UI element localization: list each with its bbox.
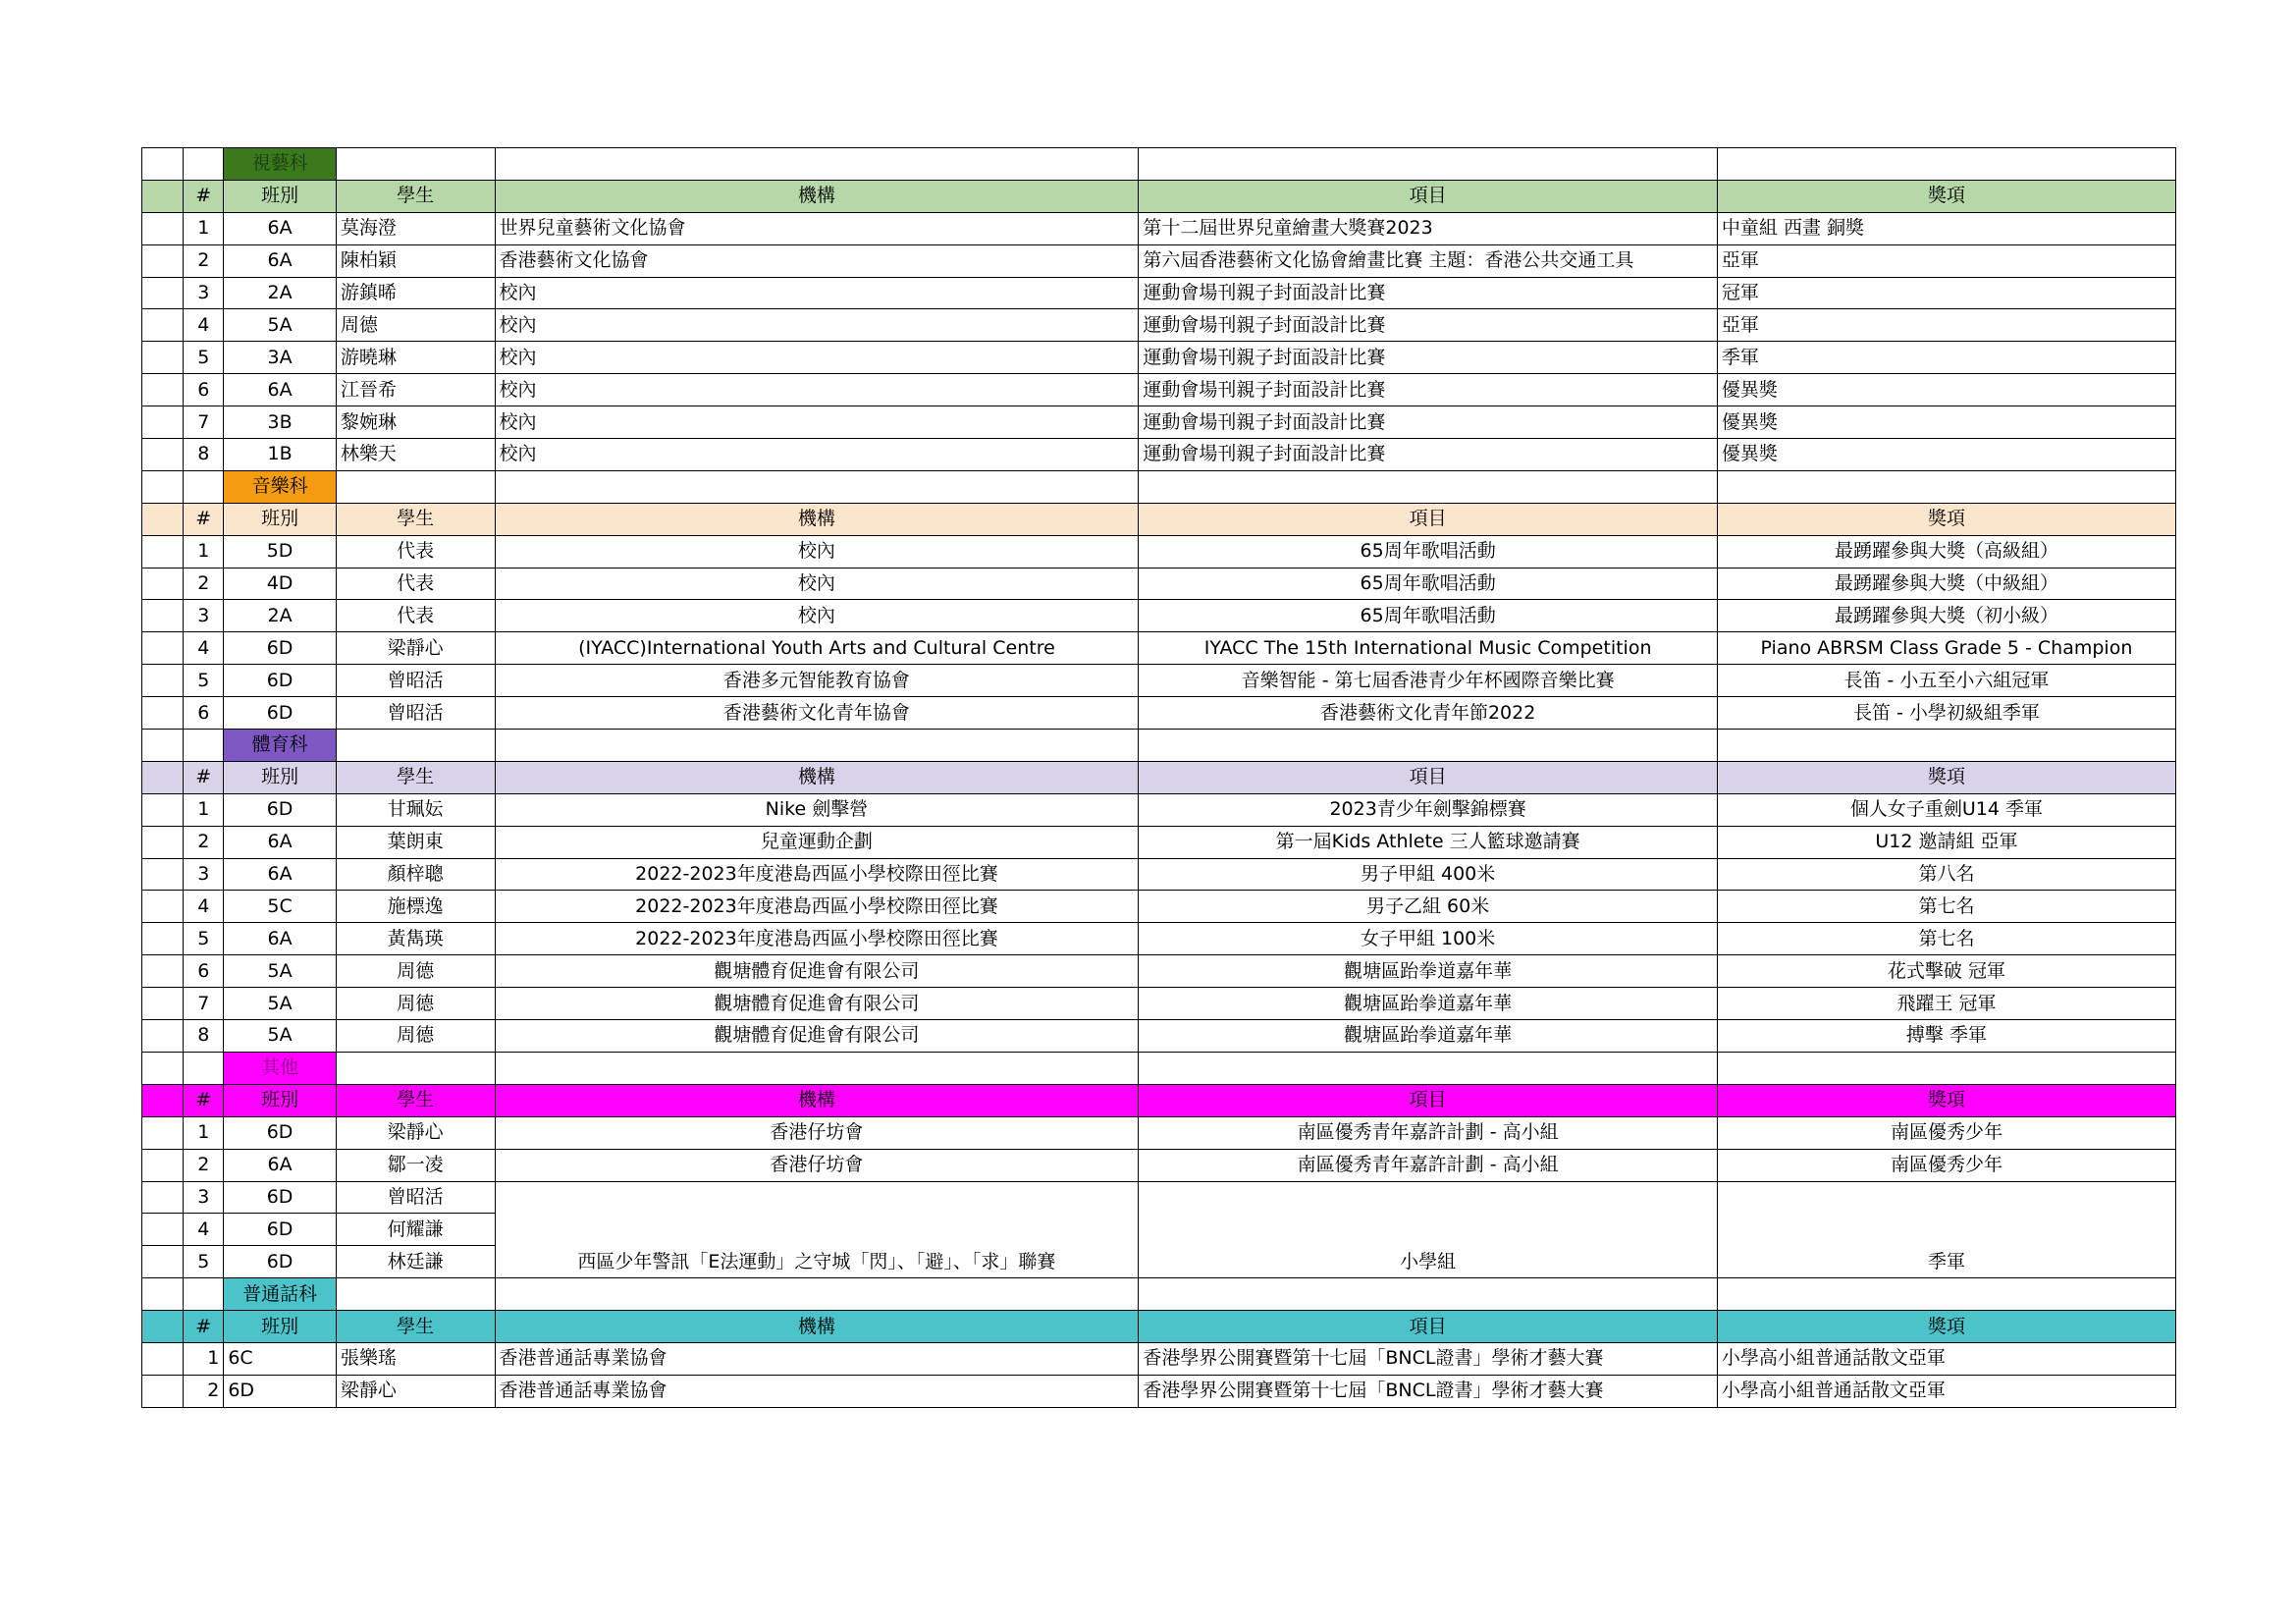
class-cell: 6D: [224, 793, 336, 826]
award-cell: 季軍: [1717, 1181, 2175, 1278]
col-header-no: #: [184, 180, 224, 212]
class-cell: 6D: [224, 697, 336, 730]
section-title: 其他: [224, 1052, 336, 1084]
org-cell: 2022-2023年度港島西區小學校際田徑比賽: [495, 858, 1139, 891]
column-header-row: [142, 1084, 2176, 1116]
column-header-row: [142, 180, 2176, 212]
row-number: 3: [184, 1181, 224, 1214]
table-row: [142, 891, 2176, 923]
award-cell: 長笛 - 小學初級組季軍: [1717, 697, 2175, 730]
table-row: [142, 858, 2176, 891]
student-cell: 代表: [336, 600, 495, 632]
col-header-no: #: [184, 1084, 224, 1116]
col-header-org: 機構: [495, 761, 1139, 793]
col-header-award: 獎項: [1717, 1311, 2175, 1343]
student-cell: 代表: [336, 568, 495, 600]
col-header-award: 獎項: [1717, 503, 2175, 535]
col-header-item: 項目: [1139, 180, 1718, 212]
student-cell: 游曉琳: [336, 342, 495, 374]
award-cell: 最踴躍參與大獎（初小級）: [1717, 600, 2175, 632]
table-row: [142, 535, 2176, 568]
section-title-row: [142, 1278, 2176, 1311]
col-header-award: 獎項: [1717, 1084, 2175, 1116]
row-number: 5: [184, 923, 224, 955]
student-cell: 黃雋瑛: [336, 923, 495, 955]
row-number: 4: [184, 891, 224, 923]
class-cell: 4D: [224, 568, 336, 600]
org-cell: 香港普通話專業協會: [495, 1342, 1139, 1375]
table-row: [142, 212, 2176, 244]
row-number: 1: [184, 1116, 224, 1149]
table-row: [142, 1375, 2176, 1407]
org-cell: 兒童運動企劃: [495, 826, 1139, 858]
column-header-row: [142, 1311, 2176, 1343]
award-cell: 優異獎: [1717, 374, 2175, 406]
col-header-org: 機構: [495, 1084, 1139, 1116]
org-cell: 觀塘體育促進會有限公司: [495, 988, 1139, 1020]
class-cell: 6D: [224, 1214, 336, 1246]
row-number: 5: [184, 1246, 224, 1278]
org-cell: 香港多元智能教育協會: [495, 665, 1139, 697]
table-row: [142, 1342, 2176, 1375]
item-cell: 女子甲組 100米: [1139, 923, 1718, 955]
class-cell: 6A: [224, 212, 336, 244]
org-cell: 校內: [495, 309, 1139, 342]
org-cell: 校內: [495, 342, 1139, 374]
item-cell: 觀塘區跆拳道嘉年華: [1139, 988, 1718, 1020]
col-header-class: 班別: [224, 1311, 336, 1343]
table-row: [142, 988, 2176, 1020]
table-row: [142, 568, 2176, 600]
class-cell: 6A: [224, 826, 336, 858]
table-row: [142, 632, 2176, 665]
student-cell: 張樂瑤: [336, 1342, 495, 1375]
award-cell: 季軍: [1717, 342, 2175, 374]
col-header-org: 機構: [495, 1311, 1139, 1343]
class-cell: 3B: [224, 406, 336, 439]
item-cell: 65周年歌唱活動: [1139, 535, 1718, 568]
class-cell: 6D: [224, 1246, 336, 1278]
col-header-org: 機構: [495, 180, 1139, 212]
row-number: 3: [184, 858, 224, 891]
col-header-class: 班別: [224, 180, 336, 212]
row-number: 4: [184, 1214, 224, 1246]
award-cell: 優異獎: [1717, 439, 2175, 471]
table-row: [142, 342, 2176, 374]
item-cell: 第一屆Kids Athlete 三人籃球邀請賽: [1139, 826, 1718, 858]
award-cell: 第七名: [1717, 891, 2175, 923]
row-number: 6: [184, 697, 224, 730]
student-cell: 梁靜心: [336, 1375, 495, 1407]
table-row: [142, 406, 2176, 439]
table-row: [142, 826, 2176, 858]
student-cell: 梁靜心: [336, 1116, 495, 1149]
row-number: 2: [184, 1149, 224, 1181]
class-cell: 2A: [224, 277, 336, 309]
section-title-row: [142, 1052, 2176, 1084]
student-cell: 曾昭活: [336, 665, 495, 697]
item-cell: 65周年歌唱活動: [1139, 568, 1718, 600]
item-cell: 南區優秀青年嘉許計劃 - 高小組: [1139, 1116, 1718, 1149]
org-cell: 香港普通話專業協會: [495, 1375, 1139, 1407]
row-number: 1: [184, 1342, 224, 1375]
item-cell: 男子甲組 400米: [1139, 858, 1718, 891]
org-cell: 校內: [495, 439, 1139, 471]
student-cell: 林樂天: [336, 439, 495, 471]
org-cell: 校內: [495, 374, 1139, 406]
table-row: [142, 277, 2176, 309]
class-cell: 6D: [224, 632, 336, 665]
class-cell: 6D: [224, 1116, 336, 1149]
item-cell: 香港學界公開賽暨第十七屆「BNCL證書」學術才藝大賽: [1139, 1375, 1718, 1407]
org-cell: 觀塘體育促進會有限公司: [495, 1020, 1139, 1053]
table-row: [142, 1020, 2176, 1053]
org-cell: 西區少年警訊「E法運動」之守城「閃」、「避」、「求」聯賽: [495, 1181, 1139, 1278]
award-cell: 冠軍: [1717, 277, 2175, 309]
item-cell: 65周年歌唱活動: [1139, 600, 1718, 632]
col-header-class: 班別: [224, 1084, 336, 1116]
student-cell: 陳柏穎: [336, 244, 495, 277]
row-number: 5: [184, 665, 224, 697]
award-cell: 南區優秀少年: [1717, 1149, 2175, 1181]
award-cell: 搏擊 季軍: [1717, 1020, 2175, 1053]
row-number: 5: [184, 342, 224, 374]
class-cell: 6A: [224, 374, 336, 406]
item-cell: 香港藝術文化青年節2022: [1139, 697, 1718, 730]
org-cell: 觀塘體育促進會有限公司: [495, 955, 1139, 988]
table-row: [142, 955, 2176, 988]
section-title: 視藝科: [224, 148, 336, 181]
award-cell: 飛躍王 冠軍: [1717, 988, 2175, 1020]
row-number: 7: [184, 406, 224, 439]
table-row: [142, 1116, 2176, 1149]
col-header-award: 獎項: [1717, 180, 2175, 212]
item-cell: 觀塘區跆拳道嘉年華: [1139, 955, 1718, 988]
awards-table: [141, 147, 2176, 1408]
item-cell: 音樂智能 - 第七屆香港青少年杯國際音樂比賽: [1139, 665, 1718, 697]
row-number: 2: [184, 568, 224, 600]
col-header-item: 項目: [1139, 1084, 1718, 1116]
item-cell: 男子乙組 60米: [1139, 891, 1718, 923]
award-cell: 中童組 西畫 銅獎: [1717, 212, 2175, 244]
org-cell: 校內: [495, 277, 1139, 309]
class-cell: 6D: [224, 665, 336, 697]
class-cell: 5C: [224, 891, 336, 923]
class-cell: 5A: [224, 309, 336, 342]
student-cell: 曾昭活: [336, 697, 495, 730]
class-cell: 5A: [224, 955, 336, 988]
org-cell: (IYACC)International Youth Arts and Cultural Centre: [495, 632, 1139, 665]
item-cell: 運動會場刊親子封面設計比賽: [1139, 277, 1718, 309]
col-header-item: 項目: [1139, 761, 1718, 793]
item-cell: 香港學界公開賽暨第十七屆「BNCL證書」學術才藝大賽: [1139, 1342, 1718, 1375]
item-cell: 2023青少年劍擊錦標賽: [1139, 793, 1718, 826]
item-cell: 運動會場刊親子封面設計比賽: [1139, 374, 1718, 406]
row-number: 3: [184, 277, 224, 309]
award-cell: 最踴躍參與大獎（高級組）: [1717, 535, 2175, 568]
col-header-student: 學生: [336, 503, 495, 535]
col-header-class: 班別: [224, 761, 336, 793]
award-cell: 個人女子重劍U14 季軍: [1717, 793, 2175, 826]
award-cell: 南區優秀少年: [1717, 1116, 2175, 1149]
table-row: [142, 923, 2176, 955]
column-header-row: [142, 503, 2176, 535]
row-number: 8: [184, 439, 224, 471]
col-header-class: 班別: [224, 503, 336, 535]
org-cell: 校內: [495, 600, 1139, 632]
student-cell: 顏梓聰: [336, 858, 495, 891]
col-header-org: 機構: [495, 503, 1139, 535]
award-cell: 亞軍: [1717, 244, 2175, 277]
student-cell: 江晉希: [336, 374, 495, 406]
table-row: [142, 439, 2176, 471]
award-cell: U12 邀請組 亞軍: [1717, 826, 2175, 858]
section-title: 普通話科: [224, 1278, 336, 1311]
class-cell: 3A: [224, 342, 336, 374]
row-number: 2: [184, 1375, 224, 1407]
column-header-row: [142, 761, 2176, 793]
award-cell: 第八名: [1717, 858, 2175, 891]
col-header-student: 學生: [336, 1084, 495, 1116]
class-cell: 5A: [224, 988, 336, 1020]
org-cell: 香港仔坊會: [495, 1116, 1139, 1149]
org-cell: 香港藝術文化協會: [495, 244, 1139, 277]
row-number: 1: [184, 793, 224, 826]
org-cell: 校內: [495, 406, 1139, 439]
org-cell: Nike 劍擊營: [495, 793, 1139, 826]
org-cell: 香港仔坊會: [495, 1149, 1139, 1181]
class-cell: 1B: [224, 439, 336, 471]
row-number: 6: [184, 955, 224, 988]
award-cell: 亞軍: [1717, 309, 2175, 342]
class-cell: 6D: [224, 1375, 336, 1407]
award-cell: 優異獎: [1717, 406, 2175, 439]
student-cell: 周德: [336, 955, 495, 988]
student-cell: 葉朗東: [336, 826, 495, 858]
row-number: 7: [184, 988, 224, 1020]
item-cell: 南區優秀青年嘉許計劃 - 高小組: [1139, 1149, 1718, 1181]
section-title-row: [142, 730, 2176, 762]
class-cell: 2A: [224, 600, 336, 632]
class-cell: 6A: [224, 244, 336, 277]
row-number: 4: [184, 309, 224, 342]
table-row: [142, 244, 2176, 277]
student-cell: 黎婉琳: [336, 406, 495, 439]
col-header-item: 項目: [1139, 503, 1718, 535]
col-header-student: 學生: [336, 180, 495, 212]
student-cell: 梁靜心: [336, 632, 495, 665]
item-cell: 小學組: [1139, 1181, 1718, 1278]
org-cell: 香港藝術文化青年協會: [495, 697, 1139, 730]
student-cell: 甘珮妘: [336, 793, 495, 826]
col-header-no: #: [184, 1311, 224, 1343]
award-cell: 花式擊破 冠軍: [1717, 955, 2175, 988]
award-cell: 長笛 - 小五至小六組冠軍: [1717, 665, 2175, 697]
table-row: [142, 1149, 2176, 1181]
student-cell: 周德: [336, 988, 495, 1020]
row-number: 1: [184, 212, 224, 244]
student-cell: 代表: [336, 535, 495, 568]
item-cell: 運動會場刊親子封面設計比賽: [1139, 309, 1718, 342]
section-title-row: [142, 470, 2176, 503]
col-header-item: 項目: [1139, 1311, 1718, 1343]
org-cell: 2022-2023年度港島西區小學校際田徑比賽: [495, 891, 1139, 923]
col-header-no: #: [184, 503, 224, 535]
item-cell: IYACC The 15th International Music Competition: [1139, 632, 1718, 665]
org-cell: 校內: [495, 535, 1139, 568]
student-cell: 周德: [336, 1020, 495, 1053]
award-cell: 小學高小組普通話散文亞軍: [1717, 1375, 2175, 1407]
row-number: 8: [184, 1020, 224, 1053]
student-cell: 鄒一凌: [336, 1149, 495, 1181]
table-row: [142, 309, 2176, 342]
award-cell: 第七名: [1717, 923, 2175, 955]
item-cell: 觀塘區跆拳道嘉年華: [1139, 1020, 1718, 1053]
table-row: [142, 793, 2176, 826]
award-cell: 最踴躍參與大獎（中級組）: [1717, 568, 2175, 600]
table-row: [142, 665, 2176, 697]
table-row: [142, 697, 2176, 730]
class-cell: 5D: [224, 535, 336, 568]
col-header-student: 學生: [336, 1311, 495, 1343]
award-cell: 小學高小組普通話散文亞軍: [1717, 1342, 2175, 1375]
table-row: [142, 600, 2176, 632]
item-cell: 第十二屆世界兒童繪畫大獎賽2023: [1139, 212, 1718, 244]
class-cell: 6A: [224, 1149, 336, 1181]
class-cell: 6A: [224, 858, 336, 891]
award-cell: Piano ABRSM Class Grade 5 - Champion: [1717, 632, 2175, 665]
item-cell: 第六屆香港藝術文化協會繪畫比賽 主題：香港公共交通工具: [1139, 244, 1718, 277]
section-title: 音樂科: [224, 470, 336, 503]
class-cell: 6C: [224, 1342, 336, 1375]
col-header-award: 獎項: [1717, 761, 2175, 793]
student-cell: 何耀謙: [336, 1214, 495, 1246]
student-cell: 莫海澄: [336, 212, 495, 244]
item-cell: 運動會場刊親子封面設計比賽: [1139, 439, 1718, 471]
row-number: 2: [184, 244, 224, 277]
student-cell: 施標逸: [336, 891, 495, 923]
class-cell: 6A: [224, 923, 336, 955]
org-cell: 校內: [495, 568, 1139, 600]
table-row: [142, 1181, 2176, 1214]
row-number: 6: [184, 374, 224, 406]
student-cell: 林廷謙: [336, 1246, 495, 1278]
col-header-student: 學生: [336, 761, 495, 793]
class-cell: 6D: [224, 1181, 336, 1214]
student-cell: 曾昭活: [336, 1181, 495, 1214]
item-cell: 運動會場刊親子封面設計比賽: [1139, 342, 1718, 374]
row-number: 4: [184, 632, 224, 665]
class-cell: 5A: [224, 1020, 336, 1053]
item-cell: 運動會場刊親子封面設計比賽: [1139, 406, 1718, 439]
section-title: 體育科: [224, 730, 336, 762]
student-cell: 周德: [336, 309, 495, 342]
row-number: 2: [184, 826, 224, 858]
row-number: 3: [184, 600, 224, 632]
row-number: 1: [184, 535, 224, 568]
student-cell: 游鎮晞: [336, 277, 495, 309]
org-cell: 2022-2023年度港島西區小學校際田徑比賽: [495, 923, 1139, 955]
col-header-no: #: [184, 761, 224, 793]
section-title-row: [142, 148, 2176, 181]
table-row: [142, 374, 2176, 406]
org-cell: 世界兒童藝術文化協會: [495, 212, 1139, 244]
